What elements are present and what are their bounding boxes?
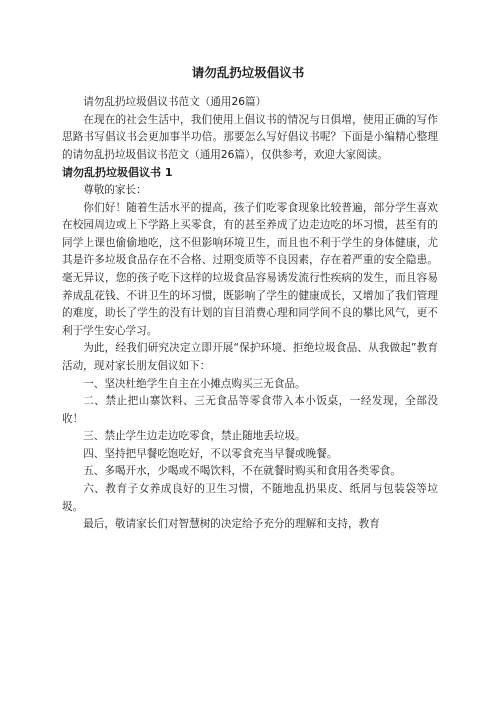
salutation: 尊敬的家长： xyxy=(83,183,147,196)
proposal-item: 五、多喝开水，少喝或不喝饮料，不在就餐时购买和食用各类零食。 xyxy=(83,465,401,478)
body-paragraph: 你们好！随着生活水平的提高，孩子们吃零食现象比较普遍，部分学生喜欢在校园周边或上下学路上买零食，有的甚至养成了边走边吃的坏习惯，甚至有的同学上课也偷偷地吃，这不但影响环境卫生，而且也不利于学生的身体健康，尤其是许多垃圾食品存在不合格、过期变质等不良因素，存在着严重的安全隐患。毫无异议，您的孩子吃下这样的垃圾食品容易诱发流行性疾病的发生，而且容易养成乱花钱、不讲卫生的坏习惯，既影响了学生的健康成长，又增加了我们管理的难度，助长了学生的没有计划的盲目消费心理和同学间不良的攀比风气，更不利于学生安心学习。 xyxy=(62,201,438,337)
proposal-item: 二、禁止把山寨饮料、三无食品等零食带入本小饭桌，一经发现，全部没收！ xyxy=(62,395,438,425)
document-title: 请勿乱扔垃圾倡议书 xyxy=(191,65,305,80)
proposal-item: 四、坚持把早餐吃饱吃好，不以零食充当早餐或晚餐。 xyxy=(83,447,338,460)
document-body xyxy=(62,94,438,534)
proposal-item: 六、教育子女养成良好的卫生习惯，不随地乱扔果皮、纸屑与包装袋等垃圾。 xyxy=(62,483,438,513)
proposal-item: 三、禁止学生边走边吃零食，禁止随地丢垃圾。 xyxy=(83,430,306,443)
intro-paragraph: 在现在的社会生活中，我们使用上倡议书的情况与日俱增，使用正确的写作思路书写倡议书会更加事半功倍。那要怎么写好倡议书呢？下面是小编精心整理的请勿乱扔垃圾倡议书范文（通用26篇），仅供参考，欢迎大家阅读。 xyxy=(62,113,438,161)
closing-paragraph: 最后，敬请家长们对智慧树的决定给予充分的理解和支持，教育 xyxy=(83,518,380,531)
proposal-item: 一、坚决杜绝学生自主在小摊点购买三无食品。 xyxy=(83,377,306,390)
section-heading: 请勿乱扔垃圾倡议书 1 xyxy=(62,166,173,180)
intro-subtitle: 请勿乱扔垃圾倡议书范文（通用26篇） xyxy=(83,96,267,108)
body-paragraph: 为此，经我们研究决定立即开展“保护环境、拒绝垃圾食品、从我做起”教育活动，现对家长朋友倡议如下： xyxy=(62,342,438,372)
